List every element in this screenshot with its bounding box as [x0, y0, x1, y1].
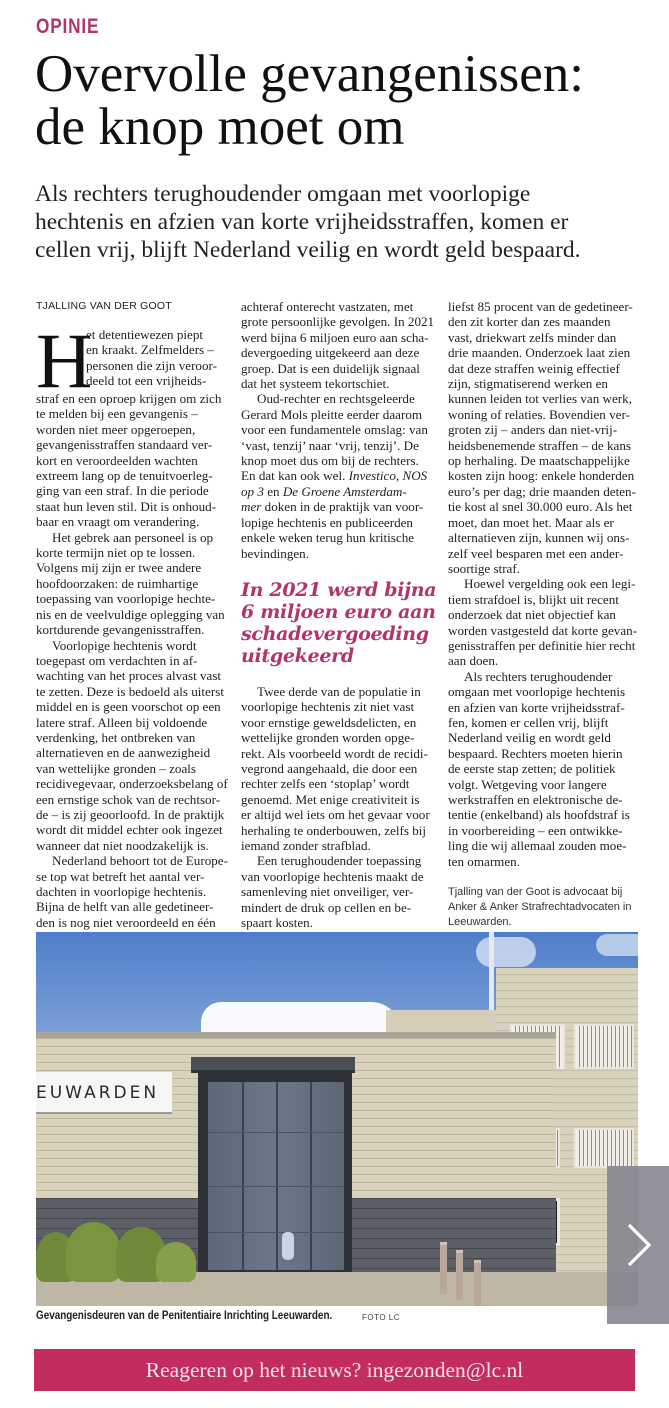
paragraph-cont: se top wat betreft het aantal ver- dachten in voorlopige hechtenis. Bijna de helft van alle gedetineer- den is nog niet veroordeeld en één	[36, 868, 216, 930]
paragraph-cont: tiem strafdoel is, blijkt uit recent onderzoek dat niet objectief kan worden vastgesteld dat korte gevan- genisstraffen per definitie hier recht aan doen.	[448, 591, 638, 669]
headline-line: de knop moet om	[35, 98, 405, 156]
opening-paragraph: H et detentiewezen piept en kraakt. Zelfmelders – personen die zijn veroor- deeld tot een vrijheids- straf en een oproep krijgen om zich te melden bij een gevangenis – worden niet meer opgeroepen, gevangenisstraffen standaard ver- kort en veroordeelden wachten extreem lang op de tenuitvoerleg- ging van een straf. In die periode staat hun leven stil. Dit is onhoud- baar en vraagt om verandering.	[36, 317, 222, 530]
paragraph: Het gebrek aan personeel is op	[52, 529, 214, 545]
chevron-right-icon	[623, 1221, 653, 1269]
paragraph-cont: toegepast om verdachten in af- wachting van het proces alvast vast te zetten. Deze is bedoeld als uiterst middel en is geen voorschot op een latere straf. Alleen bij voldoende verdenking, het ontbreken van alternatieven en de aanwezigheid van wettelijke gronden – zoals recidivegevaar, onderzoeksbelang of een ernstige schok van de rechtsor- de – is zij geoorloofd. In de praktijk wordt dit middel echter ook ingezet wanneer dat niet noodzakelijk is.	[36, 652, 228, 853]
lede-line: cellen vrij, blijft Nederland veilig en wordt geld bespaard.	[35, 237, 581, 263]
paragraph: Hoewel vergelding ook een legi-	[464, 576, 636, 592]
paragraph-cont: van voorlopige hechtenis maakt de samenleving niet onveiliger, ver- mindert de druk op cellen en be- spaart kosten.	[241, 868, 424, 930]
headline	[35, 45, 669, 156]
lede	[35, 180, 655, 264]
section-label: OPINIE	[36, 15, 100, 38]
column-2	[241, 299, 437, 961]
drop-cap: H	[36, 317, 93, 404]
paragraph-cont: Gerard Mols pleitte eerder daarom voor een fundamentele omslag: van ‘vast, tenzij’ naar ‘vrij, tenzij’. De knop moet dus om bij de rechters. En dat kan ook wel. Investico, NOS op 3 en De Groene Amsterdam- mer doken in de praktijk van voor- lopige hechtenis en publiceerden enkele weken terug hun kritische bevindingen.	[241, 406, 428, 561]
column-1	[36, 299, 232, 976]
feedback-banner[interactable]	[34, 1349, 635, 1391]
feedback-banner-text: Reageren op het nieuws? ingezonden@lc.nl	[145, 1357, 524, 1382]
paragraph: Voorlopige hechtenis wordt	[52, 637, 197, 653]
paragraph-cont: korte termijn niet op te lossen. Volgens mij zijn er twee andere hoofdoorzaken: de ruimhartige toepassing van voorlopige hechte- nis en de veelvuldige oplegging van kortdurende gevangenisstraffen.	[36, 545, 225, 638]
prison-sign: EUWARDEN	[36, 1072, 172, 1114]
byline: TJALLING VAN DER GOOT	[36, 300, 172, 312]
paragraph: Als rechters terughoudender	[464, 668, 613, 684]
column-3	[448, 299, 644, 930]
paragraph: Oud-rechter en rechtsgeleerde	[257, 391, 415, 407]
article-photo	[36, 932, 638, 1306]
article-body	[36, 299, 654, 930]
photo-caption: Gevangenisdeuren van de Penitentiaire Inrichting Leeuwarden.	[36, 1310, 333, 1322]
pull-quote: In 2021 werd bijna 6 miljoen euro aan schadevergoeding uitgekeerd	[241, 578, 437, 667]
paragraph: Een terughoudender toepassing	[257, 853, 422, 869]
author-bio: Tjalling van der Goot is advocaat bij Anker & Anker Strafrechtadvocaten in Leeuwarden.	[448, 886, 632, 929]
next-image-button[interactable]	[607, 1166, 669, 1324]
lede-line: hechtenis en afzien van korte vrijheidsstraffen, komen er	[35, 209, 569, 235]
paragraph: achteraf onterecht vastzaten, met grote persoonlijke gevolgen. In 2021 werd bijna 6 miljoen euro aan scha- devergoeding uitgekeerd aan deze groep. Dat is een duidelijk signaal dat het systeem tekortschiet.	[241, 299, 435, 392]
paragraph: liefst 85 procent van de gedetineer- den zit korter dan zes maanden vast, driekwart zelfs minder dan drie maanden. Onderzoek laat zien dat deze straffen weinig effectief zijn, stigmatiserend werken en kunnen leiden tot verlies van werk, woning of relaties. Bovendien ver- groten zij – anders dan niet-vrij- heidsbenemende straffen – de kans op herhaling. De maatschappelijke kosten zijn hoog: enkele honderden euro’s per dag; drie maanden deten- tie kost al snel 30.000 euro. Als het moet, dan moet het. Maar als er alternatieven zijn, kunnen wij ons- zelf veel besparen met een ander- soortige straf.	[448, 299, 636, 576]
lede-line: Als rechters terughoudender omgaan met voorlopige	[35, 181, 531, 207]
photo-credit: FOTO LC	[362, 1313, 401, 1322]
headline-line: Overvolle gevangenissen:	[35, 45, 584, 103]
paragraph: Nederland behoort tot de Europe-	[52, 853, 228, 869]
paragraph-cont: omgaan met voorlopige hechtenis en afzien van korte vrijheidsstraf- fen, komen er cellen vrij, blijft Nederland veilig en wordt geld bespaard. Rechters moeten hierin de eerste stap zetten; de politiek volgt. Wetgeving voor langere werkstraffen en elektronische de- tentie (enkelband) als hoofdstraf is in voorbereiding – een ontwikke- ling die wij allemaal zouden moe- ten omarmen.	[448, 684, 630, 869]
paragraph-cont: voorlopige hechtenis zit niet vast voor ernstige geweldsdelicten, en wettelijke gronden worden opge- rekt. Als voorbeeld wordt de recidi- vegrond aangehaald, die door een rechter zelfs een ‘stoplap’ wordt genoemd. Met enige creativiteit is er altijd wel iets om het gevaar voor herhaling te onderbouwen, zelfs bij iemand zonder strafblad.	[241, 699, 430, 853]
paragraph: Twee derde van de populatie in	[257, 683, 421, 699]
